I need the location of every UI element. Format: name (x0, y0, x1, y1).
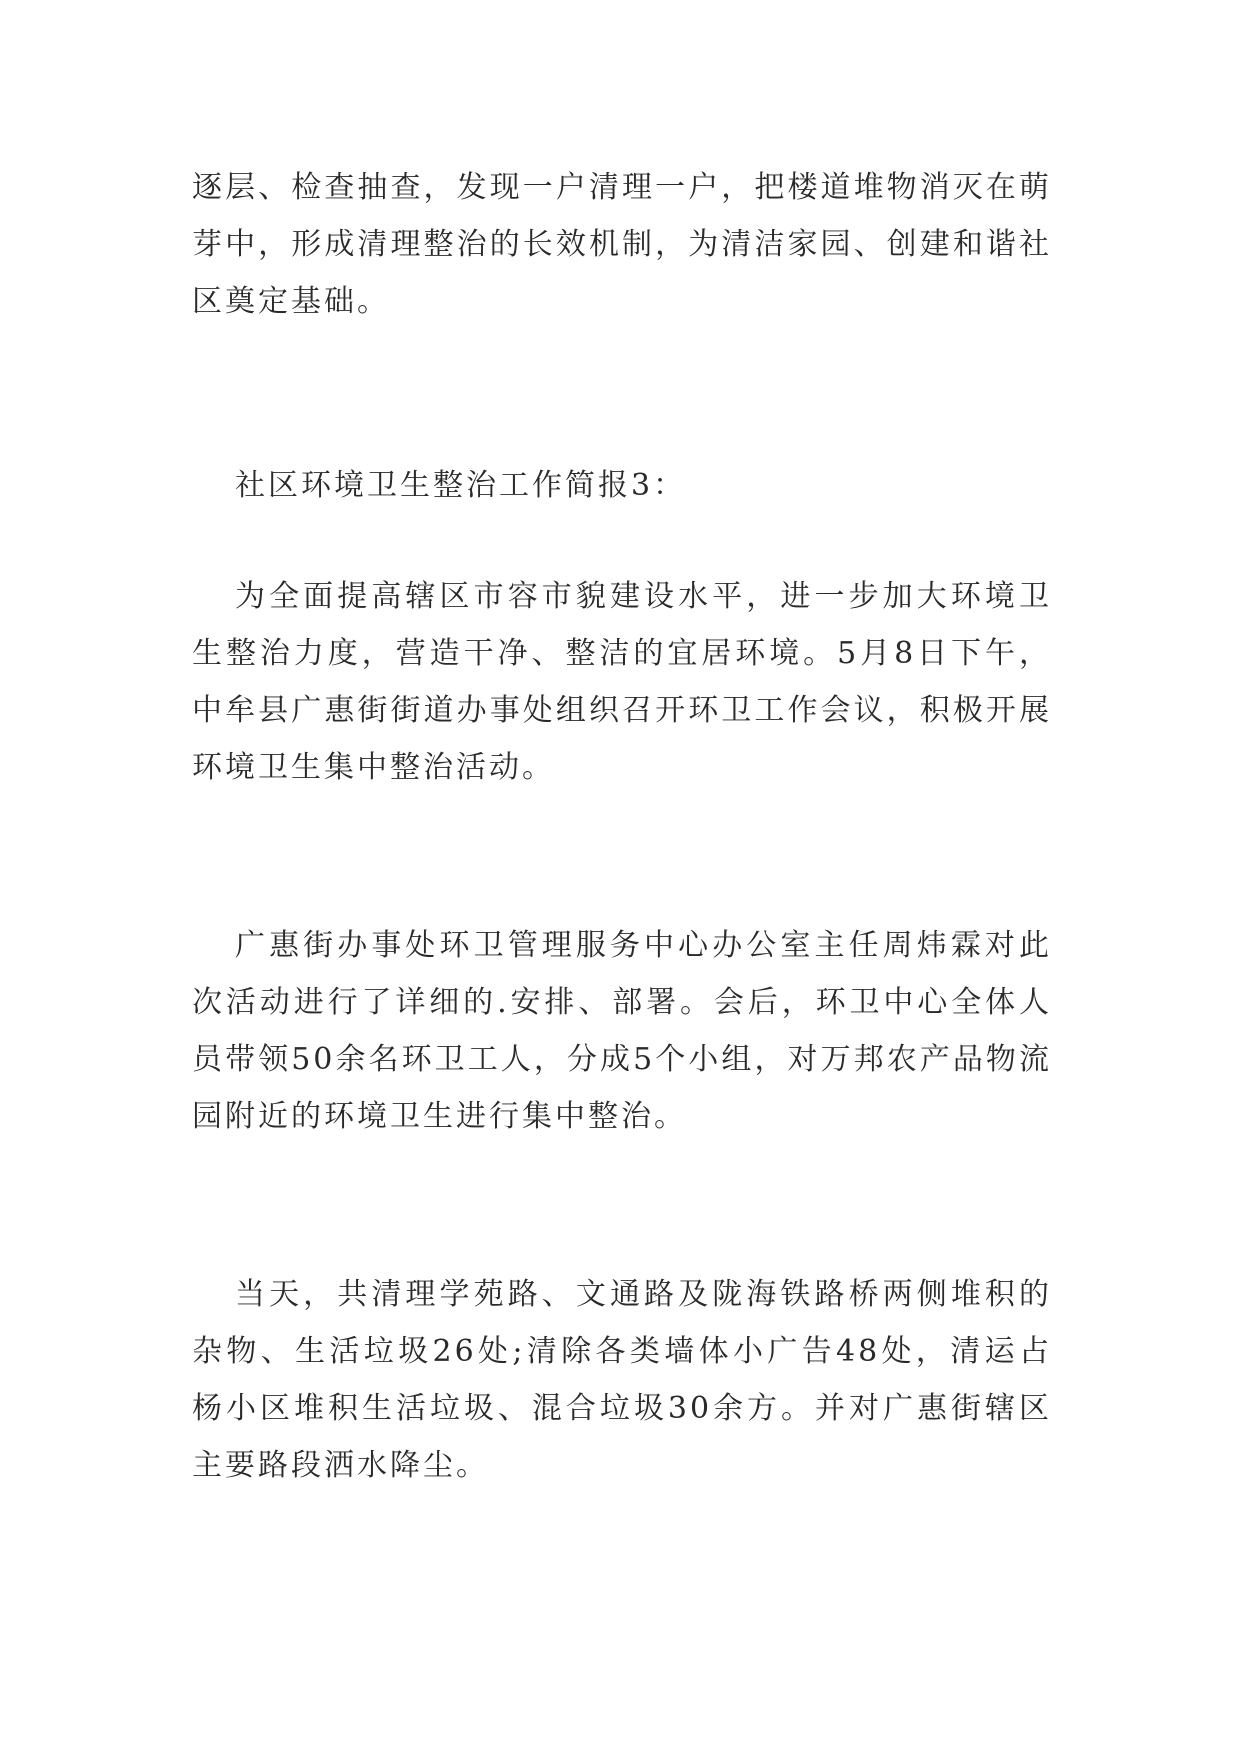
paragraph-arrangement: 广惠街办事处环卫管理服务中心办公室主任周炜霖对此次活动进行了详细的.安排、部署。会后，环卫中心全体人员带领50余名环卫工人，分成5个小组，对万邦农产品物流园附近的环境卫生进行集中整治。 (192, 928, 1052, 1134)
paragraph-continuation: 逐层、检查抽查，发现一户清理一户，把楼道堆物消灭在萌芽中，形成清理整治的长效机制，为清洁家园、创建和谐社区奠定基础。 (192, 170, 1052, 319)
paragraph-intro: 为全面提高辖区市容市貌建设水平，进一步加大环境卫生整治力度，营造干净、整洁的宜居环境。5月8日下午，中牟县广惠街街道办事处组织召开环卫工作会议，积极开展环境卫生集中整治活动。 (192, 579, 1052, 785)
paragraph-results: 当天，共清理学苑路、文通路及陇海铁路桥两侧堆积的杂物、生活垃圾26处;清除各类墙体小广告48处，清运占杨小区堆积生活垃圾、混合垃圾30余方。并对广惠街辖区主要路段洒水降尘。 (192, 1277, 1052, 1483)
section-heading: 社区环境卫生整治工作简报3： (235, 468, 687, 503)
